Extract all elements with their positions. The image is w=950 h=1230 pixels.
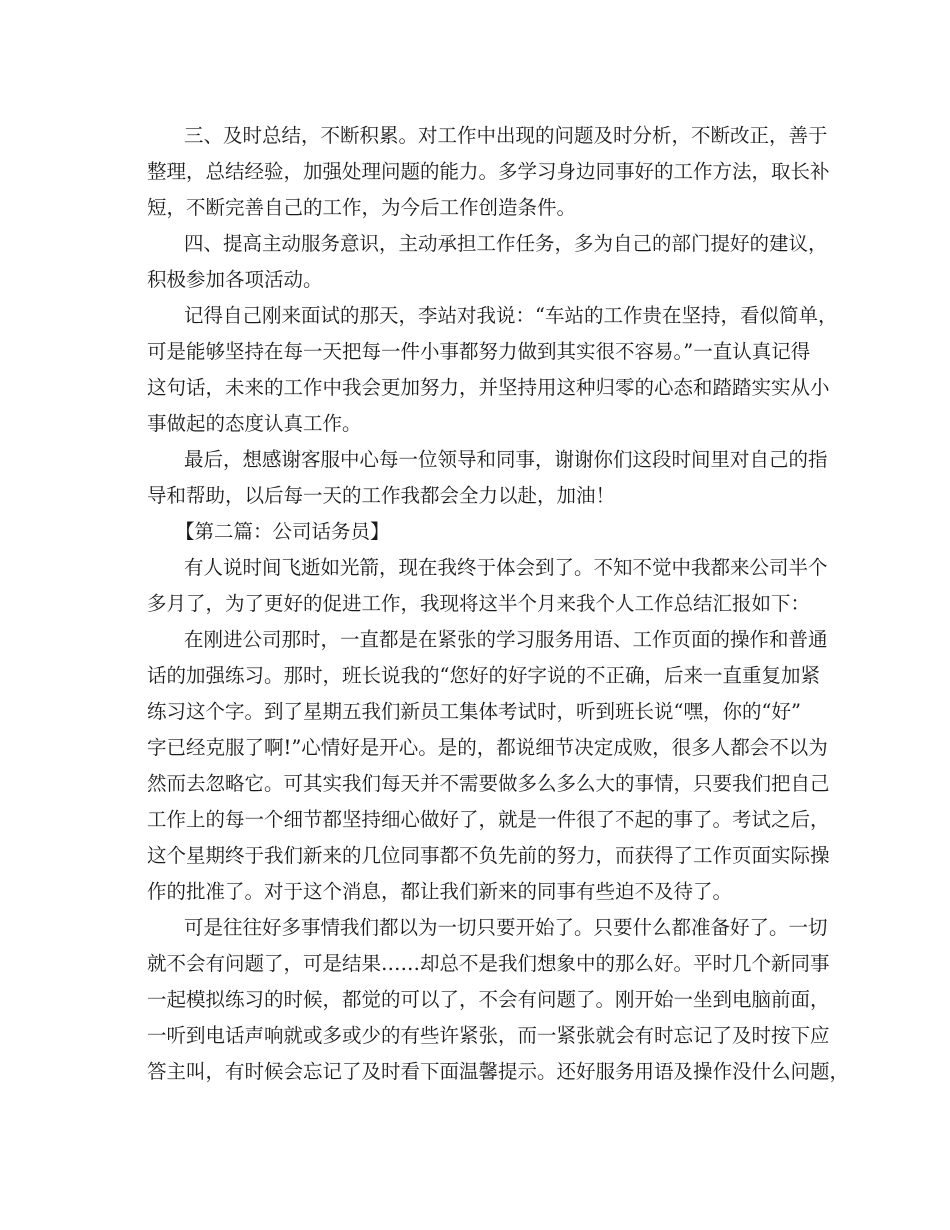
text-line: 四、提高主动服务意识，主动承担工作任务，多为自己的部门提好的建议， bbox=[184, 232, 828, 255]
text-line: 整理，总结经验，加强处理问题的能力。多学习身边同事好的工作方法，取长补 bbox=[147, 160, 830, 183]
text-line: 一起模拟练习的时候，都觉的可以了，不会有问题了。刚开始一坐到电脑前面， bbox=[147, 988, 830, 1011]
text-line: 记得自己刚来面试的那天，李站对我说：“车站的工作贵在坚持，看似简单， bbox=[184, 304, 838, 327]
text-line: 然而去忽略它。可其实我们每天并不需要做多么多么大的事情，只要我们把自己 bbox=[147, 772, 830, 795]
text-line: 导和帮助，以后每一天的工作我都会全力以赴，加油！ bbox=[147, 484, 616, 507]
text-line: 字已经克服了啊!”心情好是开心。是的，都说细节决定成败，很多人都会不以为 bbox=[147, 736, 828, 759]
text-line: 这句话，未来的工作中我会更加努力，并坚持用这种归零的心态和踏踏实实从小 bbox=[147, 376, 830, 399]
section-heading: 【第二篇：公司话务员】 bbox=[175, 520, 390, 543]
text-line: 短，不断完善自己的工作，为今后工作创造条件。 bbox=[147, 196, 577, 219]
text-line: 工作上的每一个细节都坚持细心做好了，就是一件很了不起的事了。考试之后， bbox=[147, 808, 830, 831]
text-line: 就不会有问题了，可是结果……却总不是我们想象中的那么好。平时几个新同事 bbox=[147, 952, 830, 975]
text-line: 最后，想感谢客服中心每一位领导和同事，谢谢你们这段时间里对自己的指 bbox=[184, 448, 828, 471]
text-line: 多月了，为了更好的促进工作，我现将这半个月来我个人工作总结汇报如下： bbox=[147, 592, 811, 615]
text-line: 答主叫，有时候会忘记了及时看下面温馨提示。还好服务用语及操作没什么问题， bbox=[147, 1060, 850, 1083]
text-line: 这个星期终于我们新来的几位同事都不负先前的努力，而获得了工作页面实际操 bbox=[147, 844, 830, 867]
text-line: 话的加强练习。那时，班长说我的“您好的好字说的不正确，后来一直重复加紧 bbox=[147, 664, 820, 687]
text-line: 事做起的态度认真工作。 bbox=[147, 412, 362, 435]
text-line: 可是能够坚持在每一天把每一件小事都努力做到其实很不容易。”一直认真记得 bbox=[147, 340, 811, 363]
text-line: 一听到电话声响就或多或少的有些许紧张，而一紧张就会有时忘记了及时按下应 bbox=[147, 1024, 830, 1047]
text-line: 积极参加各项活动。 bbox=[147, 268, 323, 291]
document-body bbox=[147, 118, 850, 1090]
text-line: 练习这个字。到了星期五我们新员工集体考试时，听到班长说“嘿，你的“好” bbox=[147, 700, 801, 723]
text-line: 作的批准了。对于这个消息，都让我们新来的同事有些迫不及待了。 bbox=[147, 880, 733, 903]
text-line: 三、及时总结，不断积累。对工作中出现的问题及时分析，不断改正，善于 bbox=[184, 124, 828, 147]
text-line: 在刚进公司那时，一直都是在紧张的学习服务用语、工作页面的操作和普通 bbox=[184, 628, 828, 651]
text-line: 有人说时间飞逝如光箭，现在我终于体会到了。不知不觉中我都来公司半个 bbox=[184, 556, 828, 579]
text-line: 可是往往好多事情我们都以为一切只要开始了。只要什么都准备好了。一切 bbox=[184, 916, 828, 939]
